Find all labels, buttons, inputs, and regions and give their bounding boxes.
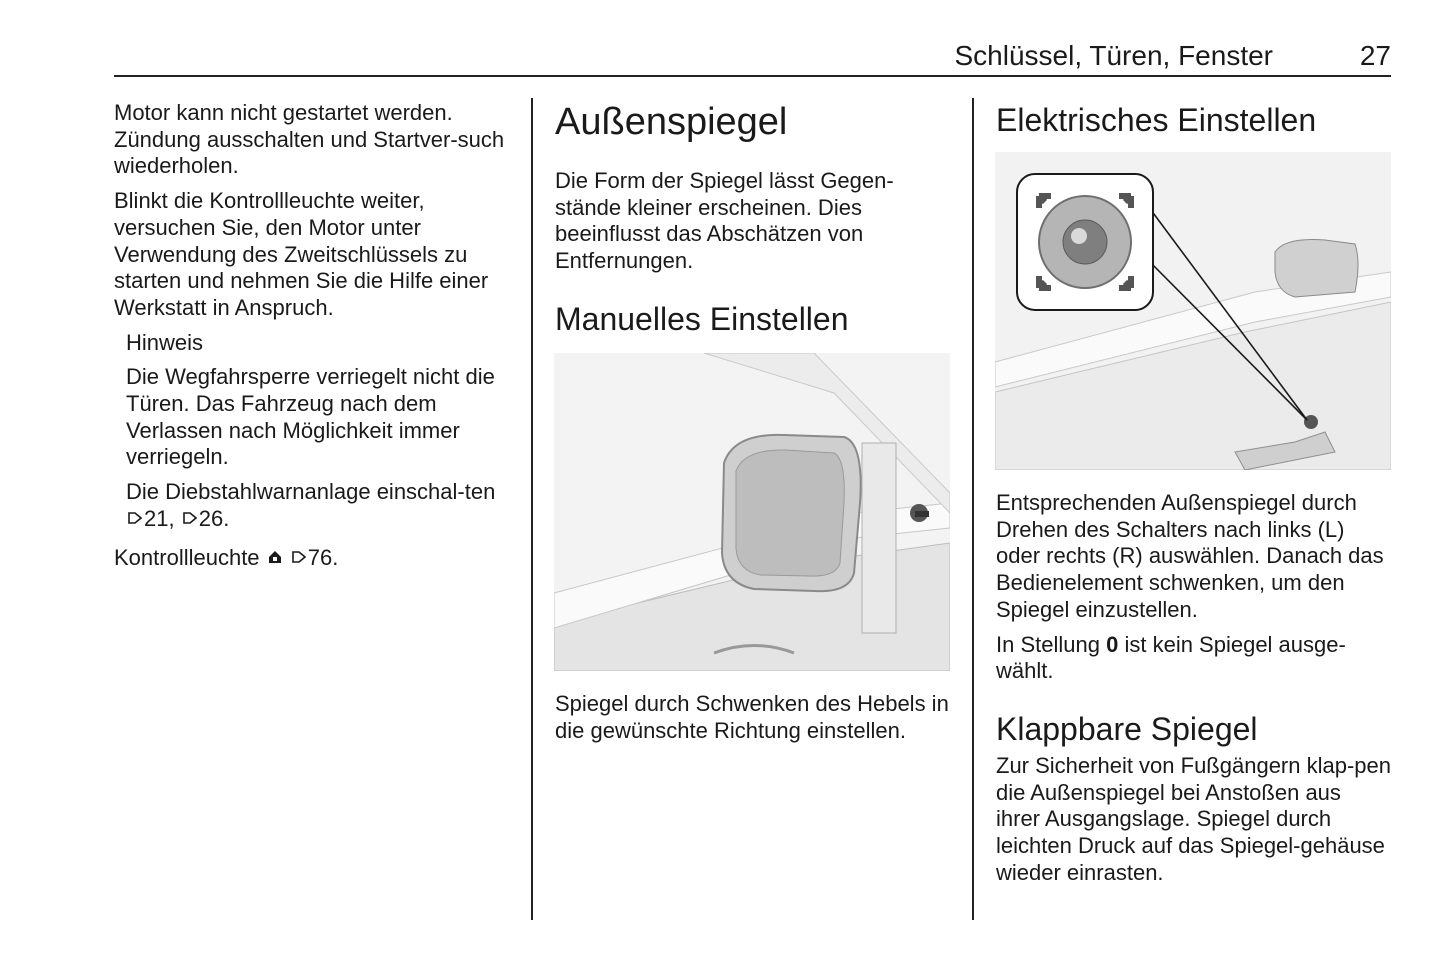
page-reference-arrow-icon (181, 506, 199, 533)
note-alarm-text (126, 479, 514, 532)
paragraph-manual-caption: Spiegel durch Schwenken des Hebels in die gewünschte Richtung einstellen. (555, 690, 949, 743)
page-number: 27 (1359, 40, 1391, 71)
column-divider-1 (531, 98, 533, 920)
section-title: Schlüssel, Türen, Fenster (954, 40, 1273, 71)
paragraph-lamp-reference (114, 545, 514, 572)
manual-mirror-illustration (554, 353, 950, 671)
heading-manual-adjustment: Manuelles Einstellen (555, 300, 849, 337)
paragraph-warning-lamp: Blinkt die Kontrollleuchte weiter, versuchen Sie, den Motor unter Verwendung des Zweitschlüssels zu starten und nehmen Sie die Hilfe einer Werkstatt in Anspruch. (114, 188, 489, 320)
heading-folding-mirrors: Klappbare Spiegel (996, 710, 1258, 747)
column-3 (996, 100, 1391, 894)
paragraph-mirror-shape: Die Form der Spiegel lässt Gegen-stände kleiner erscheinen. Dies beeinflusst das Abschätzen von Entfernungen. (555, 168, 894, 274)
page-reference-link[interactable]: 26. (198, 505, 230, 531)
header-rule (114, 75, 1391, 77)
heading-exterior-mirrors: Außenspiegel (555, 101, 788, 143)
column-1 (114, 100, 514, 579)
note-box (114, 330, 514, 533)
column-2 (555, 100, 950, 752)
paragraph-folding-mirrors: Zur Sicherheit von Fußgängern klap-pen die Außenspiegel bei Anstoßen aus ihrer Ausgangslage. Spiegel durch leichten Druck auf das Spiegel-gehäuse wieder einrasten. (996, 752, 1391, 885)
page-reference-arrow-icon (290, 545, 308, 572)
position-prefix: In Stellung (996, 631, 1100, 657)
paragraph-position-zero (996, 632, 1391, 685)
note-title: Hinweis (126, 329, 204, 355)
immobilizer-lamp-icon (266, 545, 284, 572)
position-suffix: ist kein Spiegel ausge-wählt. (996, 631, 1346, 684)
heading-electric-adjustment: Elektrisches Einstellen (996, 102, 1317, 138)
page-reference-link[interactable]: 21, (144, 505, 175, 531)
position-value: 0 (1106, 631, 1119, 657)
note-alarm-prefix: Die Diebstahlwarnanlage einschal-ten (126, 479, 496, 505)
column-divider-2 (972, 98, 974, 920)
lamp-label: Kontrollleuchte (114, 544, 260, 570)
paragraph-engine-start: Motor kann nicht gestartet werden. Zündung ausschalten und Startver-such wiederholen. (114, 100, 505, 179)
page-reference-link[interactable]: 76. (307, 544, 339, 570)
note-text: Die Wegfahrsperre verriegelt nicht die Türen. Das Fahrzeug nach dem Verlassen nach Möglichkeit immer verriegeln. (126, 364, 495, 470)
electric-mirror-switch-illustration (995, 152, 1391, 470)
page-reference-arrow-icon (126, 506, 144, 533)
paragraph-electric-select: Entsprechenden Außenspiegel durch Drehen des Schalters nach links (L) oder rechts (R) auswählen. Danach das Bedienelement schwenken, um den Spiegel einzustellen. (996, 490, 1384, 622)
